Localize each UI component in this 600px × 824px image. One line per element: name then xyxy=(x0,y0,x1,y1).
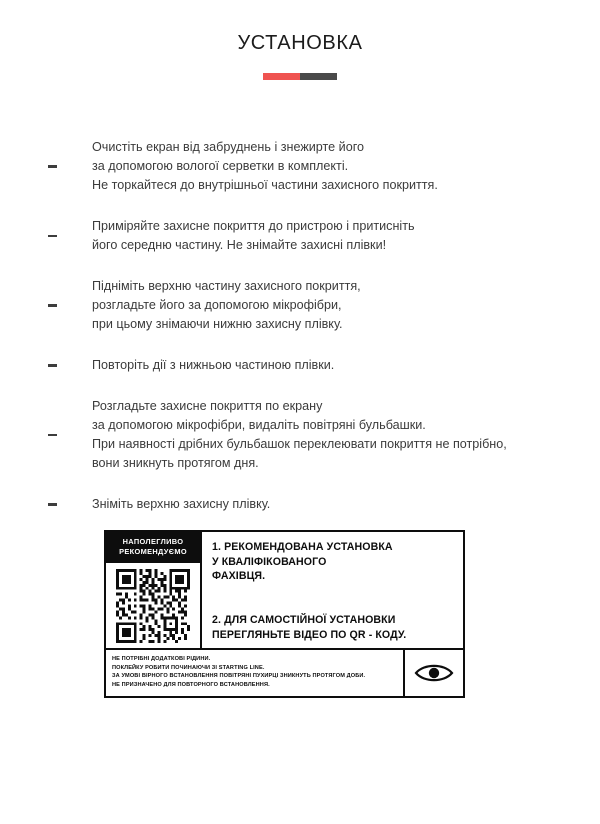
qr-code-icon[interactable] xyxy=(116,569,190,643)
instruction-line: Очистіть екран від забруднень і знежирте його xyxy=(92,140,365,154)
sticker-paragraph-2-line-2: ПЕРЕГЛЯНЬТЕ ВІДЕО ПО QR - КОДУ. xyxy=(212,628,407,641)
sticker-paragraph-1-line-1: 1. РЕКОМЕНДОВАНА УСТАНОВКА xyxy=(212,541,393,553)
instruction-text-block xyxy=(92,217,580,255)
instruction-text-block xyxy=(92,138,580,195)
sticker-paragraph-2 xyxy=(212,613,455,642)
dash-bullet-icon xyxy=(48,364,57,367)
dash-bullet-icon xyxy=(48,503,57,506)
qr-holder xyxy=(106,563,200,648)
instruction-line: При наявності дрібних бульбашок переклеювати покриття не потрібно, xyxy=(92,437,507,451)
instruction-line: розгладьте його за допомогою мікрофібри, xyxy=(92,298,342,312)
recommendation-sticker xyxy=(104,530,465,698)
instruction-list xyxy=(0,138,600,514)
page-header xyxy=(0,0,600,80)
qr-headline-line-2: РЕКОМЕНДУЄМО xyxy=(119,547,187,556)
sticker-main-row xyxy=(106,532,463,650)
eye-icon-cell xyxy=(405,650,463,696)
fine-print-line: НЕ ПРИЗНАЧЕНО ДЛЯ ПОВТОРНОГО ВСТАНОВЛЕННЯ. xyxy=(112,681,270,688)
sticker-paragraph-2-line-1: 2. ДЛЯ САМОСТІЙНОЇ УСТАНОВКИ xyxy=(212,614,396,626)
fine-print-line: НЕ ПОТРІБНІ ДОДАТКОВІ РІДИНИ. xyxy=(112,656,211,662)
fine-print-line: ЗА УМОВІ ВІРНОГО ВСТАНОВЛЕННЯ ПОВІТРЯНІ ПУХИРЦІ ЗНИКНУТЬ ПРОТЯГОМ ДОБИ. xyxy=(112,673,366,680)
sticker-text-panel xyxy=(202,532,463,648)
dash-bullet-icon xyxy=(48,165,57,168)
sticker-fine-print xyxy=(106,650,405,696)
list-item xyxy=(48,397,580,473)
qr-panel xyxy=(106,532,202,648)
instruction-line: Приміряйте захисне покриття до пристрою і притисніть xyxy=(92,219,415,233)
sticker-paragraph-1-line-3: ФАХІВЦЯ. xyxy=(212,570,266,582)
list-item xyxy=(48,356,580,375)
dash-bullet-icon xyxy=(48,235,57,238)
instruction-line: Повторіть дії з нижньою частиною плівки. xyxy=(92,358,335,372)
eye-icon xyxy=(414,662,454,684)
instruction-line: при цьому знімаючи нижню захисну плівку. xyxy=(92,317,343,331)
title-divider-rule xyxy=(263,73,337,80)
instruction-line: його середню частину. Не знімайте захисні плівки! xyxy=(92,238,387,252)
instruction-text-block xyxy=(92,277,580,334)
instruction-line: за допомогою мікрофібри, видаліть повітряні бульбашки. xyxy=(92,418,426,432)
instruction-line: вони зникнуть протягом дня. xyxy=(92,456,259,470)
instruction-text-block xyxy=(92,356,580,375)
dash-bullet-icon xyxy=(48,434,57,437)
list-item xyxy=(48,495,580,514)
instruction-line: Розгладьте захисне покриття по екрану xyxy=(92,399,323,413)
sticker-paragraph-1 xyxy=(212,540,455,584)
page-title: УСТАНОВКА xyxy=(237,32,363,54)
list-item xyxy=(48,217,580,255)
list-item xyxy=(48,277,580,334)
instruction-line: за допомогою вологої серветки в комплекті. xyxy=(92,159,349,173)
instruction-line: Не торкайтеся до внутрішньої частини захисного покриття. xyxy=(92,178,438,192)
title-rule-segment-right xyxy=(300,73,337,80)
sticker-footer-row xyxy=(106,650,463,696)
list-item xyxy=(48,138,580,195)
instruction-line: Зніміть верхню захисну плівку. xyxy=(92,497,271,511)
instruction-line: Підніміть верхню частину захисного покриття, xyxy=(92,279,361,293)
title-rule-segment-left xyxy=(263,73,300,80)
dash-bullet-icon xyxy=(48,304,57,307)
fine-print-line: ПОКЛЕЙКУ РОБИТИ ПОЧИНАЮЧИ ЗІ STARTING LINE. xyxy=(112,664,265,671)
instruction-text-block xyxy=(92,495,580,514)
qr-headline xyxy=(106,532,200,563)
instruction-text-block xyxy=(92,397,580,473)
qr-headline-line-1: НАПОЛЕГЛИВО xyxy=(122,537,184,546)
sticker-paragraph-1-line-2: У КВАЛІФІКОВАНОГО xyxy=(212,555,327,568)
